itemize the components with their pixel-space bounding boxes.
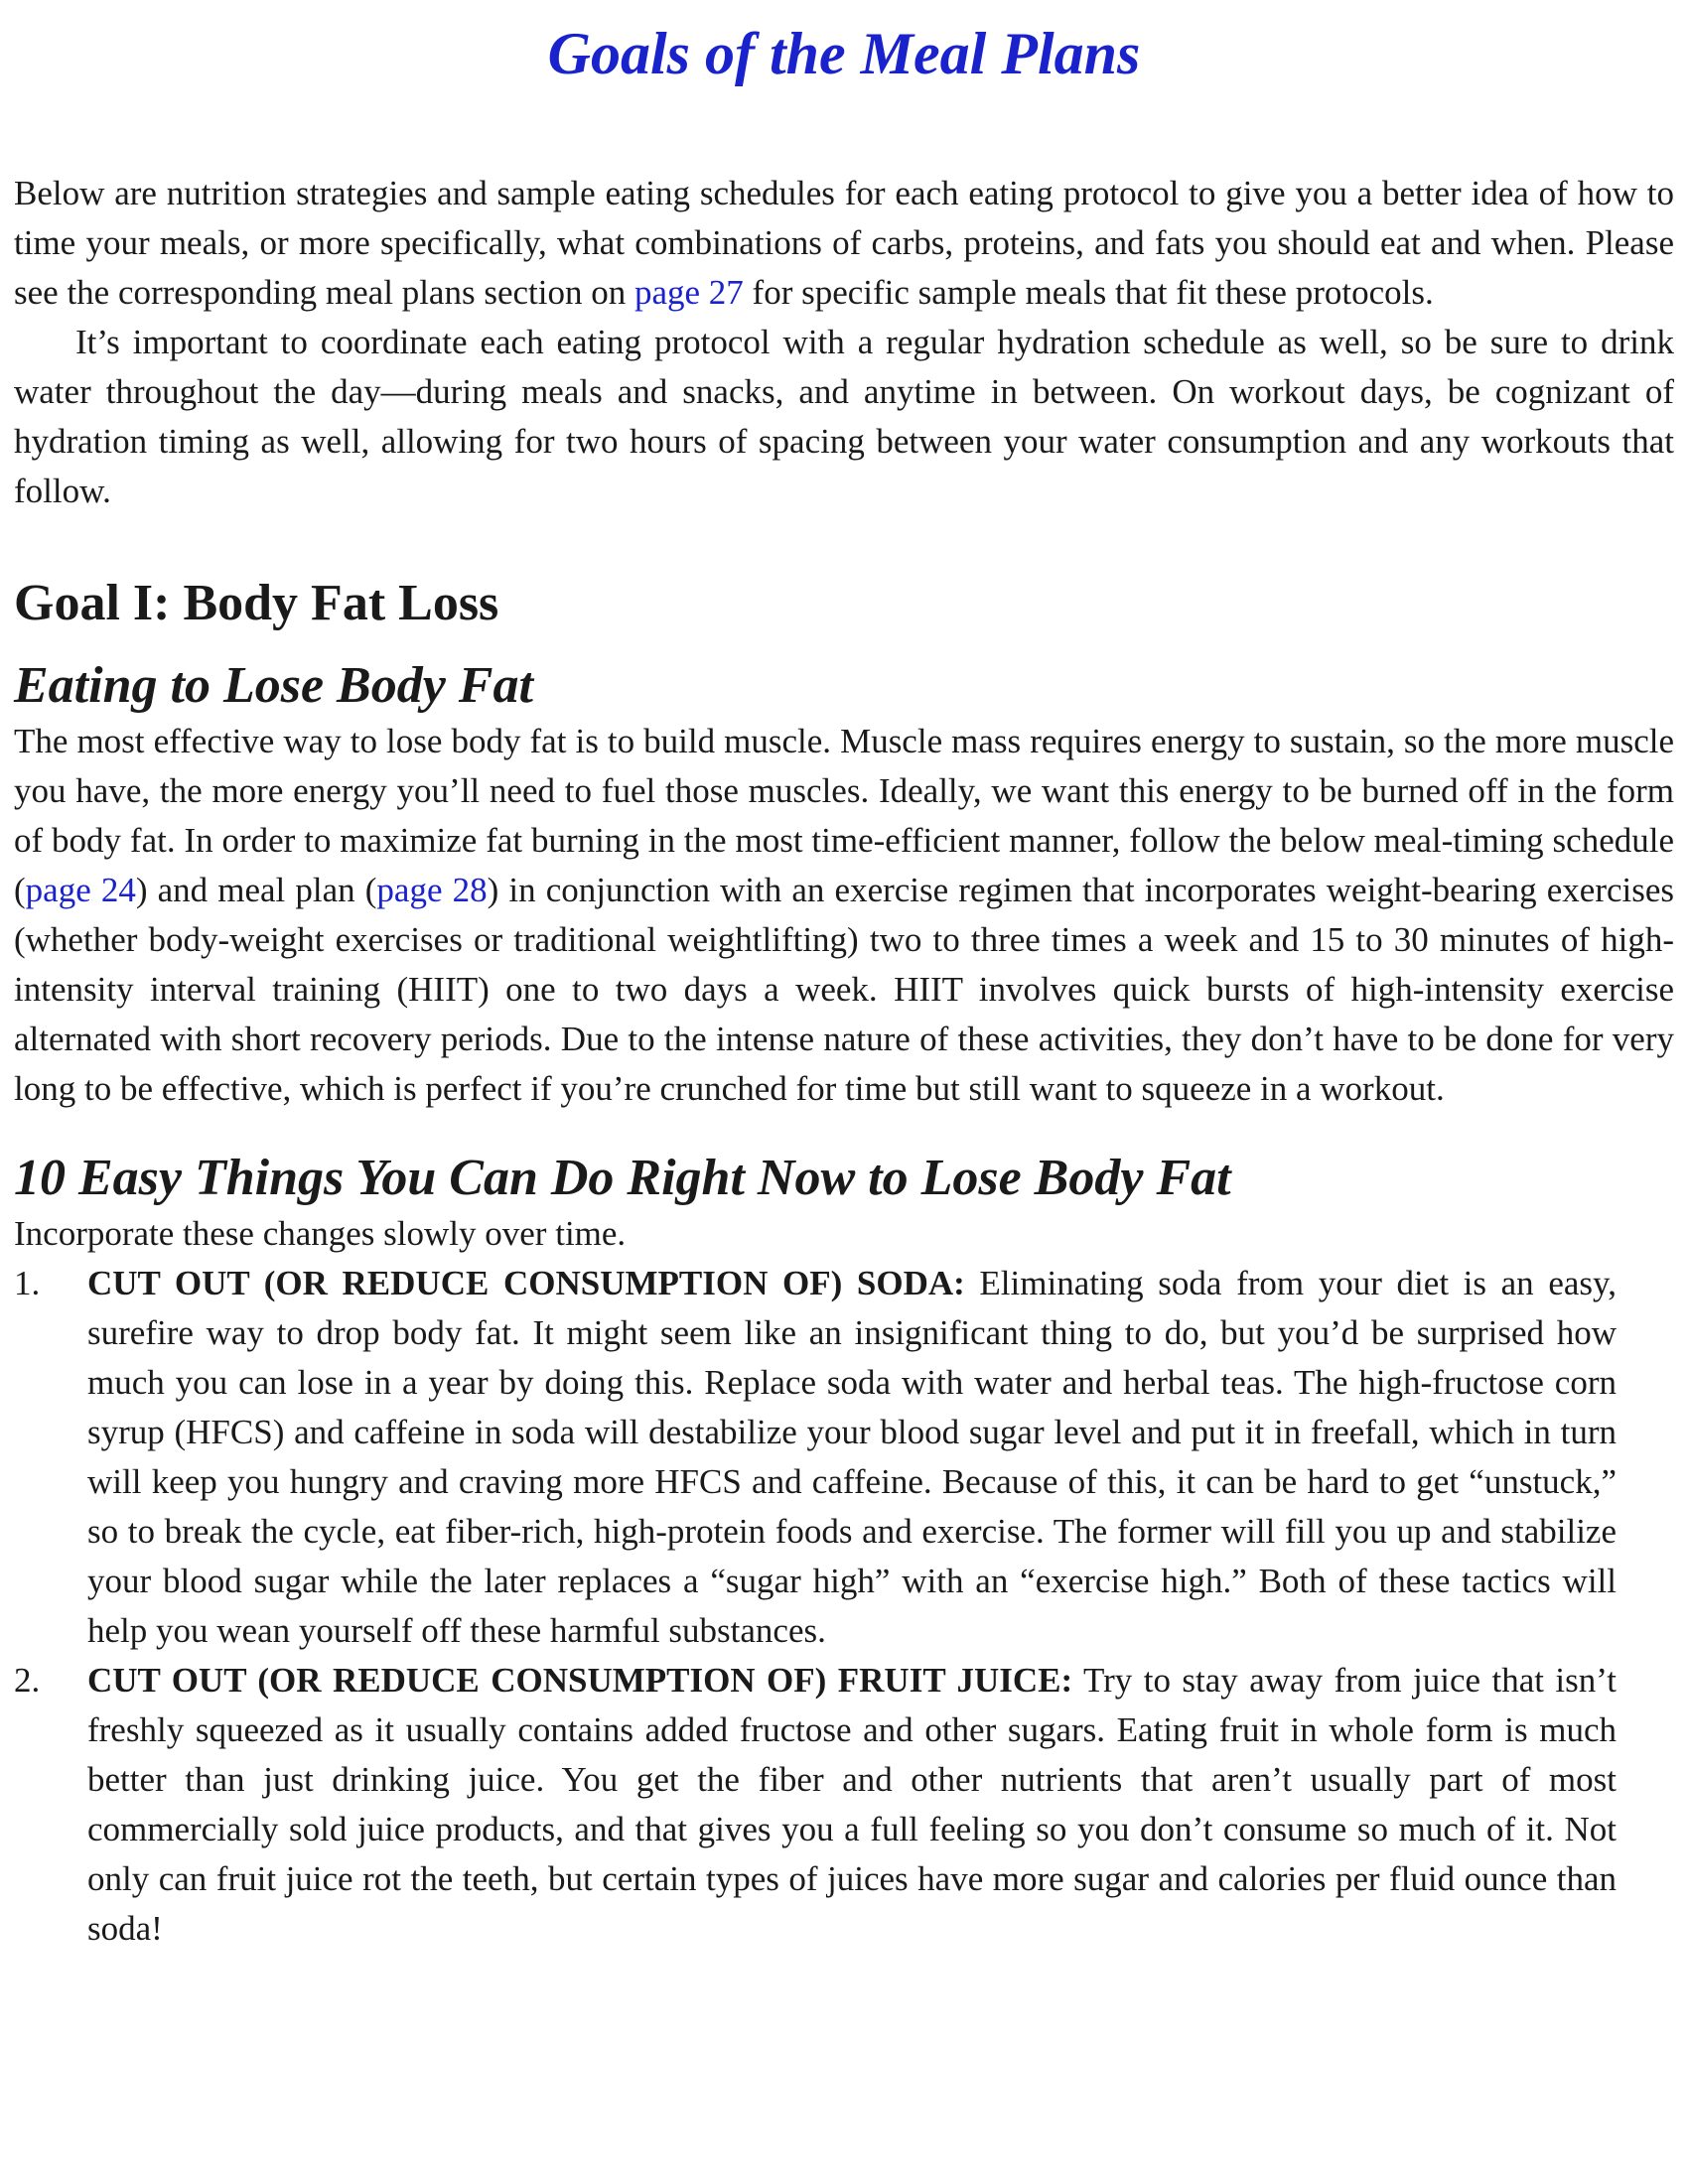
list-item-text: Eliminating soda from your diet is an easy, surefire way to drop body fat. It might seem like an insignificant thing to do, but you’d be surprised how much you can lose in a year by doing this. Replace soda with water and herbal teas. The high-fructose corn syrup (HFCS) and caffeine in soda will destabilize your blood sugar level and put it in freefall, which in turn will keep you hungry and craving more HFCS and caffeine. Because of this, it can be hard to get “unstuck,” so to break the cycle, eat fiber-rich, high-protein foods and exercise. The former will fill you up and stabilize your blood sugar while the later replaces a “sugar high” with an “exercise high.” Both of these tactics will help you wean yourself off these harmful substances. [87,1264,1617,1650]
easy-things-intro: Incorporate these changes slowly over time. [14,1214,627,1253]
list-item-lead: CUT OUT (OR REDUCE CONSUMPTION OF) FRUIT JUICE: [87,1661,1073,1700]
section-subheading: Eating to Lose Body Fat [14,657,533,714]
intro-paragraph-1 [14,169,1674,318]
list-item-number: 1. [14,1264,41,1302]
page-28-link[interactable]: page 28 [376,871,488,909]
page-27-link[interactable]: page 27 [633,273,744,312]
list-item-lead: CUT OUT (OR REDUCE CONSUMPTION OF) SODA: [87,1264,965,1302]
list-item [14,1259,1674,1656]
fat-loss-text-a: The most effective way to lose body fat is to build muscle. Muscle mass requires energy to sustain, so the more muscle you have, the more energy you’ll need to fuel those muscles. Ideally, we want this energy to be burned off in the form of body fat. In order to maximize fat burning in the most time-efficient manner, follow the below meal-timing schedule ( [14,722,1674,909]
intro-text-1b: for specific sample meals that fit these protocols. [743,273,1434,312]
list-item [14,1656,1674,1954]
fat-loss-text-b: ) and meal plan ( [135,871,377,909]
page-24-link[interactable]: page 24 [25,871,136,909]
fat-loss-paragraph [14,717,1674,1114]
list-item-text: Try to stay away from juice that isn’t freshly squeezed as it usually contains added fructose and other sugars. Eating fruit in whole form is much better than just drinking juice. You get the fiber and other nutrients that aren’t usually part of most commercially sold juice products, and that gives you a full feeling so you don’t consume so much of it. Not only can fruit juice rot the teeth, but certain types of juices have more sugar and calories per fluid ounce than soda! [87,1661,1617,1948]
list-item-number: 2. [14,1661,41,1700]
goal-heading: Goal I: Body Fat Loss [14,575,499,631]
page-title: Goals of the Meal Plans [547,21,1141,86]
tips-list [14,1259,1674,1954]
intro-text-1a: Below are nutrition strategies and sample eating schedules for each eating protocol to give you a better idea of how to time your meals, or more specifically, what combinations of carbs, proteins, and fats you should eat and when. Please see the corresponding meal plans section on [14,174,1674,312]
easy-things-heading: 10 Easy Things You Can Do Right Now to Lose Body Fat [14,1150,1231,1206]
intro-paragraph-2: It’s important to coordinate each eating protocol with a regular hydration schedule as well, so be sure to drink water throughout the day—during meals and snacks, and anytime in between. On workout days, be cognizant of hydration timing as well, allowing for two hours of spacing between your water consumption and any workouts that follow. [14,323,1674,510]
fat-loss-text-c: ) in conjunction with an exercise regimen that incorporates weight-bearing exercises (whether body-weight exercises or traditional weightlifting) two to three times a week and 15 to 30 minutes of high-intensity interval training (HIIT) one to two days a week. HIIT involves quick bursts of high-intensity exercise alternated with short recovery periods. Due to the intense nature of these activities, they don’t have to be done for very long to be effective, which is perfect if you’re crunched for time but still want to squeeze in a workout. [14,871,1675,1108]
